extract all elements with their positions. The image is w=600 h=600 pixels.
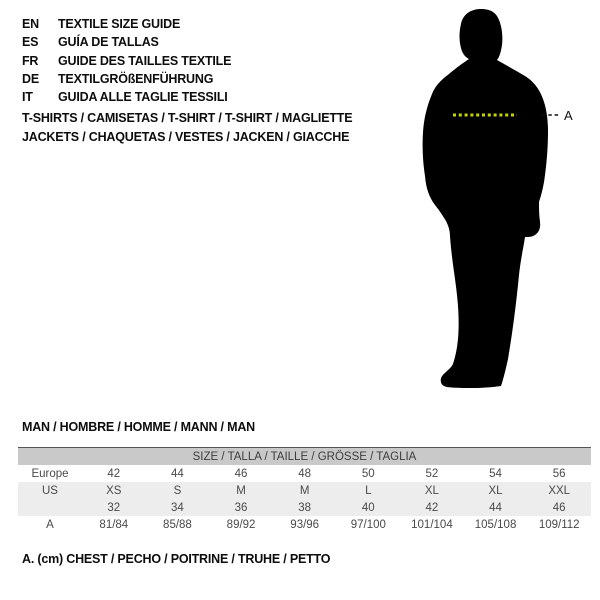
size-cell: 54: [489, 467, 502, 480]
size-cell: 85/88: [163, 518, 192, 531]
size-cell: 56: [552, 467, 566, 480]
size-cell: M: [299, 484, 310, 497]
language-code: EN: [22, 17, 39, 32]
size-cell: 34: [171, 501, 184, 514]
language-row: [22, 52, 231, 70]
man-silhouette: [413, 8, 583, 403]
size-cell: 101/104: [411, 518, 453, 531]
size-table-row: [18, 499, 591, 516]
size-cell: XL: [424, 484, 439, 497]
language-row: [22, 88, 231, 106]
size-cell: 42: [107, 467, 121, 480]
size-cell: 52: [425, 467, 439, 480]
language-code: IT: [22, 90, 33, 105]
size-cell: M: [236, 484, 246, 497]
language-code: FR: [22, 53, 39, 68]
language-label: TEXTILGRÖßENFÜHRUNG: [58, 72, 214, 87]
size-cell: 105/108: [474, 518, 517, 531]
size-cell: XXL: [548, 484, 571, 497]
size-table-row: [18, 482, 591, 499]
size-cell: 97/100: [350, 518, 386, 531]
size-cell: 32: [107, 501, 121, 514]
size-table-row: [18, 516, 591, 533]
size-cell: 48: [298, 467, 312, 480]
size-cell: 89/92: [226, 518, 256, 531]
size-table-row: [18, 465, 591, 482]
category-lines: [22, 109, 352, 146]
footnote-chest: A. (cm) CHEST / PECHO / POITRINE / TRUHE / PETTO: [22, 552, 331, 566]
size-cell: L: [365, 484, 372, 497]
language-row: [22, 15, 231, 33]
size-cell: 42: [425, 501, 439, 514]
size-cell: XS: [106, 484, 122, 497]
language-code: ES: [22, 35, 39, 50]
language-code: DE: [22, 72, 39, 87]
language-row: [22, 70, 231, 88]
size-row-label: US: [42, 484, 58, 497]
language-list: [22, 15, 231, 106]
measure-label-a: A: [564, 108, 573, 123]
category-line-tshirts: T-SHIRTS / CAMISETAS / T-SHIRT / T-SHIRT / MAGLIETTE: [22, 111, 353, 125]
section-title-man: MAN / HOMBRE / HOMME / MANN / MAN: [22, 420, 255, 434]
size-cell: S: [173, 484, 182, 497]
category-line-jackets: JACKETS / CHAQUETAS / VESTES / JACKEN / GIACCHE: [22, 129, 350, 144]
language-label: GUIDA ALLE TAGLIE TESSILI: [58, 90, 228, 105]
size-cell: 46: [234, 467, 248, 480]
size-row-label: Europe: [31, 467, 69, 480]
size-cell: XL: [488, 484, 503, 497]
size-cell: 44: [171, 467, 184, 480]
man-silhouette-shape: [423, 9, 548, 388]
size-table-header-row: [18, 448, 591, 466]
size-row-label: [18, 499, 82, 516]
size-cell: 40: [361, 501, 375, 514]
language-label: GUÍA DE TALLAS: [58, 35, 159, 50]
language-row: [22, 33, 231, 51]
size-cell: 93/96: [290, 518, 320, 531]
size-cell: 44: [489, 501, 502, 514]
size-table: [18, 447, 591, 533]
size-cell: 46: [552, 501, 566, 514]
size-table-header: SIZE / TALLA / TAILLE / GRÖSSE / TAGLIA: [18, 448, 591, 466]
size-cell: 81/84: [99, 518, 129, 531]
language-label: TEXTILE SIZE GUIDE: [58, 17, 181, 32]
language-label: GUIDE DES TAILLES TEXTILE: [58, 53, 232, 68]
size-cell: 36: [234, 501, 248, 514]
size-cell: 109/112: [538, 518, 580, 531]
size-cell: 38: [298, 501, 312, 514]
size-cell: 50: [361, 467, 375, 480]
size-row-label: A: [46, 518, 54, 531]
